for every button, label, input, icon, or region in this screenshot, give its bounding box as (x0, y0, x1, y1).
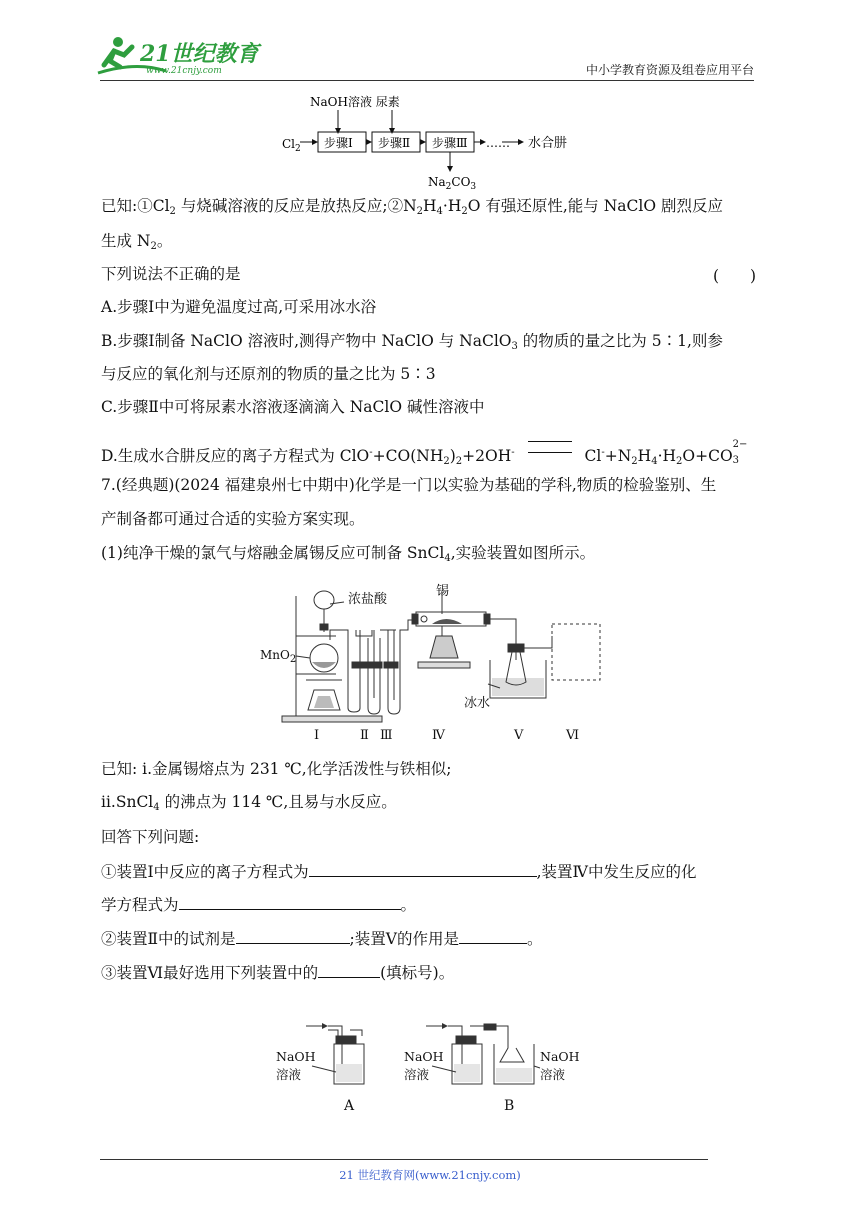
label-ice-water: 冰水 (464, 696, 491, 711)
answer-prompt: 回答下列问题: (101, 828, 200, 846)
numeral-1: Ⅰ (314, 728, 320, 743)
logo-runner-icon (96, 35, 266, 77)
choice-b-right-label: NaOH 溶液 (540, 1049, 580, 1082)
numeral-2: Ⅱ (360, 728, 369, 743)
flow-diagram (280, 92, 580, 192)
option-d: D.生成水合肼反应的离子方程式为 $ClO^-+CO(NH_2)_2+2OH^-$ $Cl^-+N_2H_4\cdot H_2O+CO$ 2− 3 (101, 439, 748, 467)
numeral-6: Ⅵ (566, 728, 580, 743)
choice-b-left-label: NaOH 溶液 (404, 1049, 444, 1082)
option-b-line1: B.步骤Ⅰ制备 NaClO 溶液时,测得产物中 NaClO 与 NaClO$_3$ 的物质的量之比为 5∶1,则参 (101, 332, 723, 352)
option-c: C.步骤Ⅱ中可将尿素水溶液逐滴滴入 NaClO 碱性溶液中 (101, 398, 485, 416)
answer-paren: ( ) (713, 267, 757, 285)
option-b-line2: 与反应的氧化剂与还原剂的物质的量之比为 5∶3 (101, 365, 436, 383)
answer-blank-4 (459, 928, 527, 944)
choice-diagram (276, 1016, 586, 1116)
label-tin: 锡 (436, 584, 450, 599)
answer-blank-2 (179, 894, 401, 910)
flow-dots: …… (486, 136, 510, 150)
q7-line1: 7.(经典题)(2024 福建泉州七中期中)化学是一门以实验为基础的学科,物质的检验鉴别、生 (101, 476, 717, 494)
answer-blank-1 (309, 861, 537, 877)
label-mno2: MnO$_2$ (260, 648, 297, 665)
logo-url: www.21cnjy.com (146, 66, 222, 76)
flow-top-labels: NaOH溶液 尿素 (310, 95, 400, 109)
question-stem: 下列说法不正确的是 (101, 265, 241, 283)
flow-byproduct: $Na_2CO_3$ (428, 175, 477, 192)
numeral-5: Ⅴ (514, 728, 524, 743)
flow-product: 水合肼 (528, 136, 568, 151)
apparatus-diagram (256, 578, 606, 746)
question-1-line2: 学方程式为 。 (101, 896, 417, 914)
known-2-line1: 已知: ⅰ.金属锡熔点为 231 ℃,化学活泼性与铁相似; (101, 760, 452, 778)
choice-b-letter: B (504, 1098, 515, 1114)
equals-sign (528, 441, 572, 453)
known-2-line2: ⅱ.SnCl$_4$ 的沸点为 114 ℃,且易与水反应。 (101, 793, 397, 813)
header-divider (100, 80, 754, 81)
label-conc-hcl: 浓盐酸 (348, 592, 388, 607)
known-1-line2: 生成 $N_2$。 (101, 232, 173, 252)
choice-a-letter: A (344, 1098, 355, 1114)
flow-step1: 步骤Ⅰ (324, 136, 353, 150)
answer-blank-5 (318, 962, 380, 978)
question-3: ③装置Ⅵ最好选用下列装置中的 (填标号)。 (101, 964, 455, 982)
numeral-3: Ⅲ (380, 728, 393, 743)
answer-blank-3 (236, 928, 350, 944)
option-a: A.步骤Ⅰ中为避免温度过高,可采用冰水浴 (101, 298, 377, 316)
flow-step3: 步骤Ⅲ (432, 136, 468, 150)
header-logo (96, 35, 266, 77)
numeral-4: Ⅳ (432, 728, 445, 743)
footer-text[interactable]: 21 世纪教育网(www.21cnjy.com) (339, 1168, 521, 1182)
choice-a-label: NaOH 溶液 (276, 1049, 316, 1082)
flow-step2: 步骤Ⅱ (378, 136, 411, 150)
question-2: ②装置Ⅱ中的试剂是 ;装置Ⅴ的作用是 。 (101, 930, 543, 948)
q7-line2: 产制备都可通过合适的实验方案实现。 (101, 510, 365, 528)
header-platform-name: 中小学教育资源及组卷应用平台 (585, 63, 754, 77)
known-1-line1: 已知$:①Cl_2$ 与烧碱溶液的反应是放热反应$;②N_2H_4\cdot H_2O$ 有强还原性,能与 NaClO 剧烈反应 (101, 197, 723, 217)
footer-divider (100, 1159, 708, 1160)
question-1-line1: ①装置Ⅰ中反应的离子方程式为 ,装置Ⅳ中发生反应的化 (101, 863, 697, 881)
q7-part1: (1)纯净干燥的氯气与熔融金属锡反应可制备 SnCl$_4$,实验装置如图所示。 (101, 544, 596, 564)
flow-input-cl2: $Cl_2$ (282, 137, 301, 154)
logo-text: 21世纪教育 (140, 41, 259, 67)
